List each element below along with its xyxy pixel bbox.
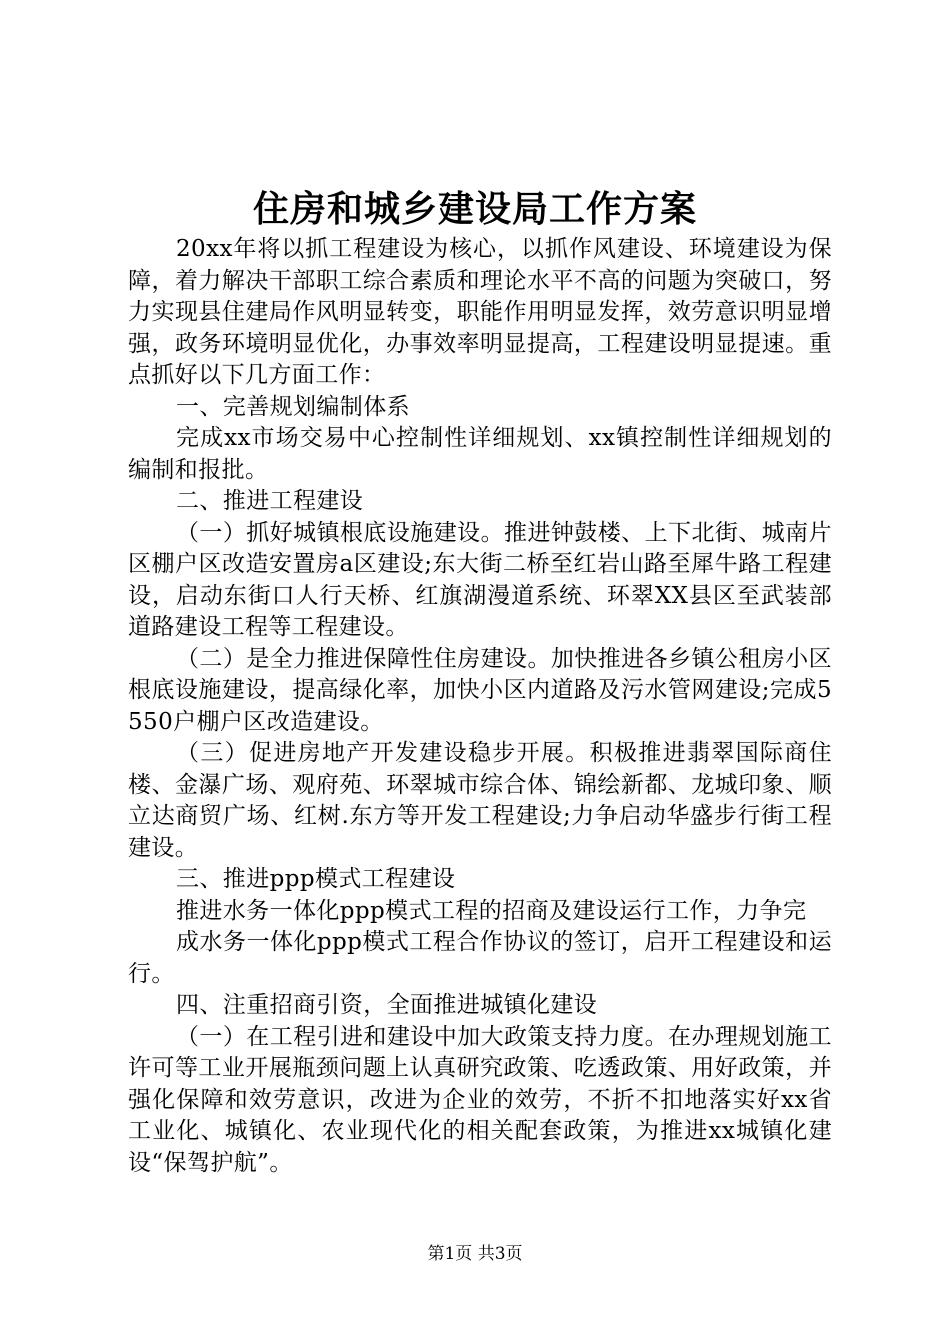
document-title: 住房和城乡建设局工作方案 [252, 188, 697, 230]
paragraph: （一）抓好城镇根底设施建设。推进钟鼓楼、上下北街、城南片区棚户区改造安置房a区建设;东大街二桥至红岩山路至犀牛路工程建设，启动东街口人行天桥、红旗湖漫道系统、环翠XX县区至武装部道路建设工程等工程建设。 [128, 519, 832, 640]
section-heading-1: 一、完善规划编制体系 [176, 393, 410, 420]
section-heading-2: 二、推进工程建设 [176, 488, 364, 514]
paragraph: 完成xx市场交易中心控制性详细规划、xx镇控制性详细规划的编制和报批。 [128, 425, 832, 483]
document-body [128, 234, 832, 1179]
page-footer: 第1页 共3页 [427, 1244, 523, 1264]
paragraph-intro: 20xx年将以抓工程建设为核心，以抓作风建设、环境建设为保障，着力解决干部职工综合素质和理论水平不高的问题为突破口，努力实现县住建局作风明显转变，职能作用明显发挥，效劳意识明显增强，政务环境明显优化，办事效率明显提高，工程建设明显提速。重点抓好以下几方面工作： [128, 236, 832, 388]
paragraph: （一）在工程引进和建设中加大政策支持力度。在办理规划施工许可等工业开展瓶颈问题上认真研究政策、吃透政策、用好政策，并强化保障和效劳意识，改进为企业的效劳，不折不扣地落实好xx省工业化、城镇化、农业现代化的相关配套政策，为推进xx城镇化建设“保驾护航”。 [128, 1023, 832, 1176]
paragraph: （二）是全力推进保障性住房建设。加快推进各乡镇公租房小区根底设施建设，提高绿化率，加快小区内道路及污水管网建设;完成5550户棚户区改造建设。 [128, 645, 832, 735]
section-heading-4: 四、注重招商引资，全面推进城镇化建设 [176, 992, 598, 1018]
paragraph: 成水务一体化ppp模式工程合作协议的签订，启开工程建设和运行。 [128, 929, 832, 987]
section-heading-3: 三、推进ppp模式工程建设 [176, 866, 456, 892]
paragraph: 推进水务一体化ppp模式工程的招商及建设运行工作，力争完 [176, 897, 807, 924]
paragraph: （三）促进房地产开发建设稳步开展。积极推进翡翠国际商住楼、金瀑广场、观府苑、环翠城市综合体、锦绘新都、龙城印象、顺立达商贸广场、红树.东方等开发工程建设;力争启动华盛步行街工程建设。 [128, 740, 832, 861]
